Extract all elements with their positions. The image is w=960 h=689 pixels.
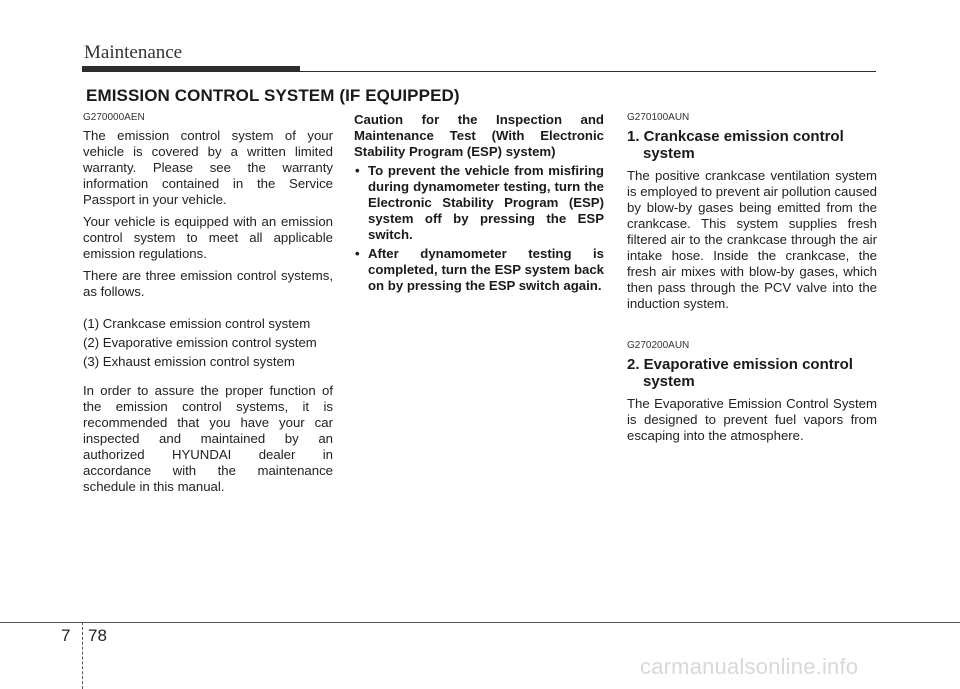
list-item: (1) Crankcase emission control system (83, 316, 311, 331)
warranty-paragraph: The emission control system of your vehicle is covered by a written limited warranty. Please see the warranty information contained in the Service Passport in your vehicle. (83, 128, 333, 207)
footer-rule (0, 622, 960, 623)
page-title: EMISSION CONTROL SYSTEM (IF EQUIPPED) (86, 86, 460, 105)
section-code: G270100AUN (627, 112, 690, 123)
bullet-text: After dynamometer testing is completed, turn the ESP system back on by pressing the ESP switch again. (368, 246, 604, 293)
caution-heading: Caution for the Inspection and Maintenance Test (With Electronic Stability Program (ESP) system) (354, 112, 604, 159)
crankcase-paragraph: The positive crankcase ventilation system is employed to prevent air pollution caused by blow-by gases being emitted from the crankcase. This system supplies fresh filtered air to the crankcase through the air intake hose. Inside the crankcase, the fresh air mixes with blow-by gases, which then pass through the PCV valve into the induction system. (627, 168, 877, 311)
list-item: (3) Exhaust emission control system (83, 354, 295, 369)
chapter-number: 7 (61, 626, 71, 645)
column-systems (627, 112, 877, 450)
section-code: G270000AEN (83, 112, 145, 123)
list-item: (2) Evaporative emission control system (83, 335, 317, 350)
equipment-paragraph: Your vehicle is equipped with an emission control system to meet all applicable emission regulations. (83, 214, 333, 261)
bullet-icon: • (355, 246, 360, 261)
page-number: 78 (88, 626, 107, 645)
caution-bullet (354, 246, 604, 294)
column-caution (354, 112, 604, 297)
crankcase-heading: 1. Crankcase emission control system (627, 128, 844, 162)
header-rule-thick (82, 66, 300, 72)
caution-bullet (354, 163, 604, 243)
evaporative-heading: 2. Evaporative emission control system (627, 356, 853, 390)
header-rule-thin (300, 71, 876, 72)
section-label: Maintenance (84, 42, 183, 63)
bullet-text: To prevent the vehicle from misfiring during dynamometer testing, turn the Electronic Stability Program (ESP) system off by pressing the ESP switch. (368, 163, 604, 242)
maintenance-paragraph: In order to assure the proper function of the emission control systems, it is recommended that you have your car inspected and maintained by an authorized HYUNDAI dealer in accordance with the maintenance schedule in this manual. (83, 383, 333, 494)
systems-intro-paragraph: There are three emission control systems, as follows. (83, 268, 333, 299)
section-code: G270200AUN (627, 340, 690, 351)
watermark: carmanualsonline.info (640, 654, 859, 679)
evaporative-paragraph: The Evaporative Emission Control System is designed to prevent fuel vapors from escaping into the atmosphere. (627, 396, 877, 443)
bullet-icon: • (355, 163, 360, 178)
column-intro (83, 112, 333, 501)
footer-divider (82, 622, 83, 689)
